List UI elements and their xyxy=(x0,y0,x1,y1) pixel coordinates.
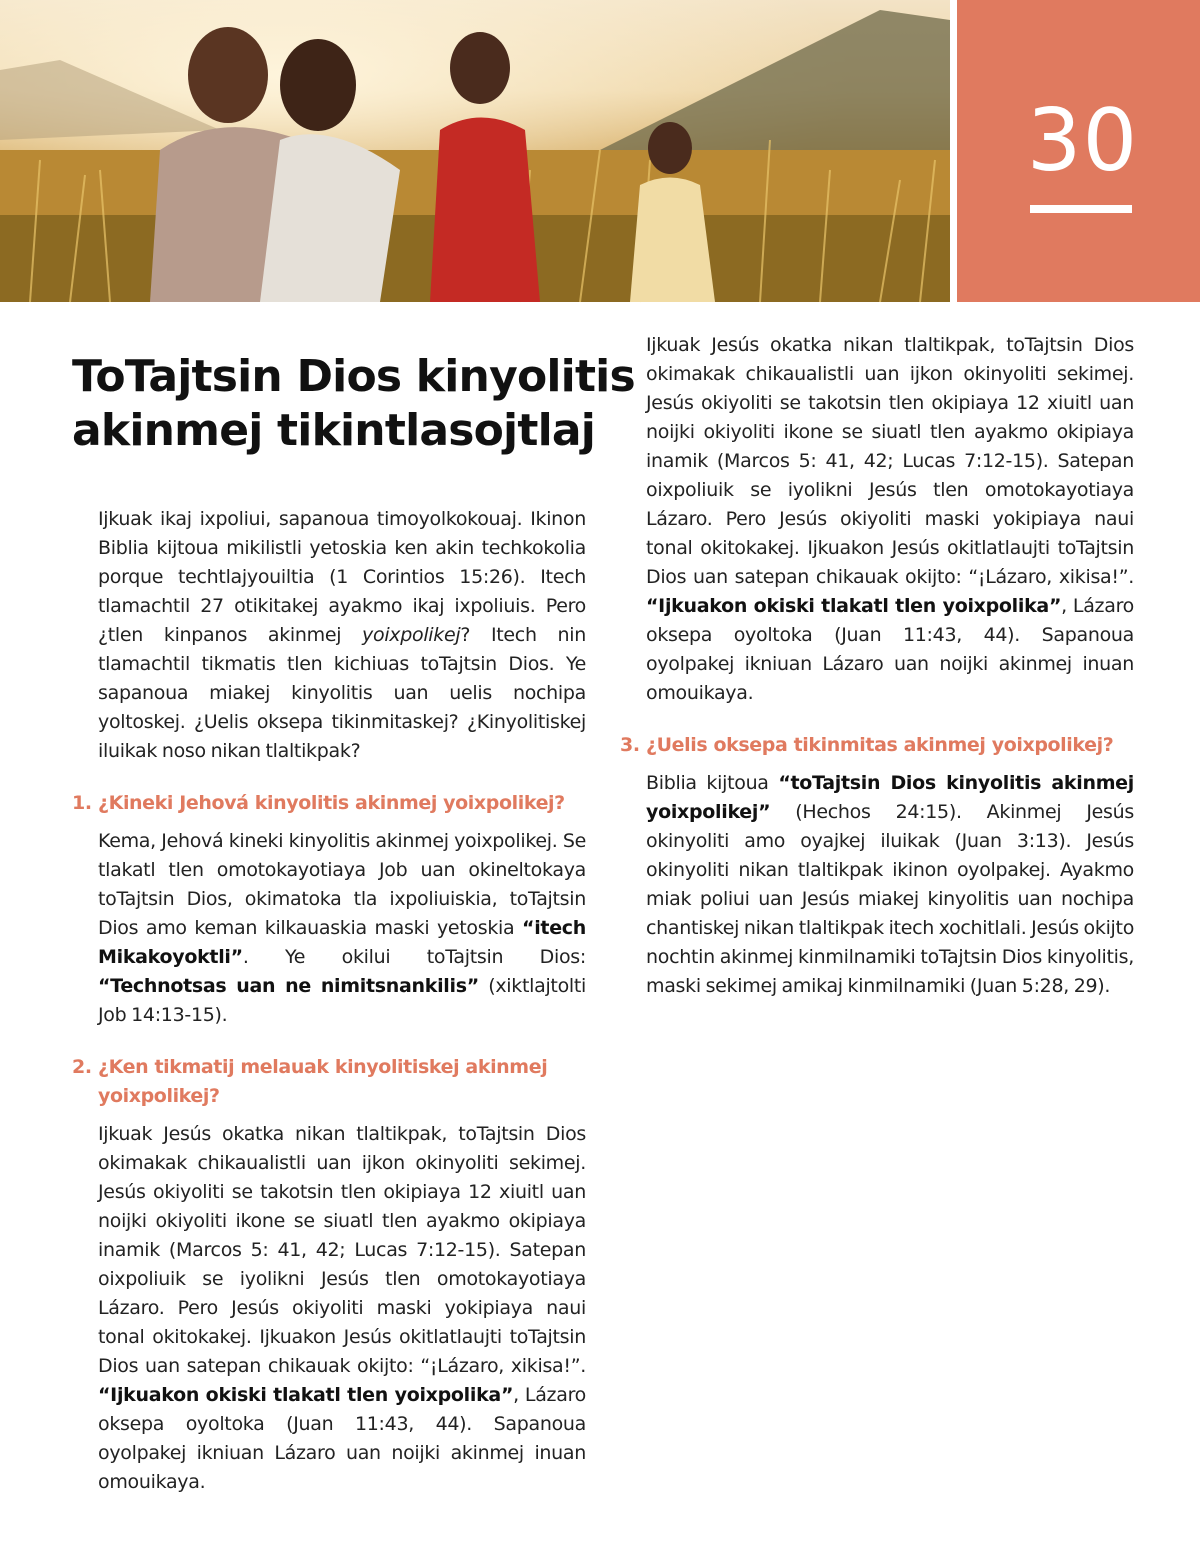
family-field-photo xyxy=(0,0,950,302)
intro-emphasis: yoixpolikej xyxy=(362,624,461,646)
intro-text-b: ? Itech nin tlamachtil tikmatis tlen kichiuas toTajtsin Dios. Ye sapanoua miakej kinyolitis uan uelis nochipa yoltoskej. ¿Uelis oksepa tikinmitaskej? ¿Kinyolitiskej iluikak noso nikan tlaltikpak? xyxy=(98,624,586,762)
section-2-text-b: , Lázaro oksepa oyoltoka (Juan 11:43, 44). Sapanoua oyolpakej ikniuan Lázaro uan noijki akinmej inuan omouikaya. xyxy=(98,1384,586,1493)
section-2-question: ¿Ken tikmatij melauak kinyolitiskej akinmej yoixpolikej? xyxy=(98,1056,548,1107)
lesson-number-box xyxy=(957,0,1200,302)
section-3-heading xyxy=(620,731,1134,760)
section-3-number: 3. xyxy=(620,734,640,756)
section-1-text-b: . Ye okilui toTajtsin Dios: xyxy=(242,946,586,968)
section-2-quote: “Ijkuakon okiski tlakatl tlen yoixpolika” xyxy=(98,1384,514,1406)
lesson-number-underline xyxy=(1030,205,1132,213)
header-photo xyxy=(0,0,950,302)
section-1-text-c: (xiktlajtolti Job 14:13-15). xyxy=(98,975,586,1026)
section-3-text-a: Biblia kijtoua xyxy=(646,772,779,794)
left-column xyxy=(72,505,586,1493)
section-1-question: ¿Kineki Jehová kinyolitis akinmej yoixpolikej? xyxy=(98,792,565,814)
section-1-quote-1: “itech Mikakoyoktli” xyxy=(98,917,586,968)
right-column xyxy=(620,334,1135,1001)
section-2-number: 2. xyxy=(72,1056,92,1078)
section-2-text-a: Ijkuak Jesús okatka nikan tlaltikpak, toTajtsin Dios okimakak chikaualistli uan ijkon okinyoliti sekimej. Jesús okiyoliti se takotsin tlen okipiaya 12 xiuitl uan noijki okiyoliti ikone se siuatl tlen ayakmo okipiaya inamik (Marcos 5: 41, 42; Lucas 7:12-15). Satepan oixpoliuik se iyolikni Jesús tlen omotokayotiaya Lázaro. Pero Jesús okiyoliti maski yokipiaya naui tonal okitokakej. Ijkuakon Jesús okitlatlaujti toTajtsin Dios uan satepan chikauak okijto: “¡Lázaro, xikisa!”. xyxy=(98,1123,586,1377)
section-2-continued-quote: “Ijkuakon okiski tlakatl tlen yoixpolika” xyxy=(646,595,1062,617)
section-2-continued-text xyxy=(646,331,1134,708)
section-1-text-a: Kema, Jehová kineki kinyolitis akinmej yoixpolikej. Se tlakatl tlen omotokayotiaya Job uan okineltokaya toTajtsin Dios, okimatoka tla ixpoliuiskia, toTajtsin Dios amo keman kilkauaskia maski yetoskia xyxy=(98,830,586,939)
intro-paragraph xyxy=(72,505,586,766)
section-3-text-b: (Hechos 24:15). Akinmej Jesús okinyoliti amo oyajkej iluikak (Juan 3:13). Jesús okinyoliti nikan tlaltikpak ikinon oyolpakej. Ayakmo miak poliui uan Jesús miakej kinyolitis uan nochipa chantiskej nikan tlaltikpak itech xochitlali. Jesús okijto nochtin akinmej kinmilnamiki toTajtsin Dios kinyolitis, maski sekimej amikaj kinmilnamiki (Juan 5:28, 29). xyxy=(646,801,1135,997)
section-2-paragraph xyxy=(72,1120,586,1493)
section-1-heading xyxy=(72,789,586,818)
section-2-heading xyxy=(72,1053,586,1111)
section-2-paragraph-continued xyxy=(620,334,1134,708)
section-1-paragraph xyxy=(72,827,586,1030)
section-3-quote: “toTajtsin Dios kinyolitis akinmej yoixpolikej” xyxy=(646,772,1134,823)
intro-text-a: Ijkuak ikaj ixpoliui, sapanoua timoyolkokouaj. Ikinon Biblia kijtoua mikilistli yetoskia ken akin techkokolia porque techtlajyouiltia (1 Corintios 15:26). Itech tlamachtil 27 otikitakej ayakmo ikaj ixpoliuis. Pero ¿tlen kinpanos akinmej xyxy=(98,508,586,646)
lesson-number: 30 xyxy=(1026,91,1139,191)
section-1-number: 1. xyxy=(72,792,92,814)
section-2-continued-b: , Lázaro oksepa oyoltoka (Juan 11:43, 44). Sapanoua oyolpakej ikniuan Lázaro uan noijki akinmej inuan omouikaya. xyxy=(646,595,1134,704)
title-line-1: ToTajtsin Dios kinyolitis xyxy=(72,351,635,402)
section-2-continued-a: Ijkuak Jesús okatka nikan tlaltikpak, toTajtsin Dios okimakak chikaualistli uan ijkon okinyoliti sekimej. Jesús okiyoliti se takotsin tlen okipiaya 12 xiuitl uan noijki okiyoliti ikone se siuatl tlen ayakmo okipiaya inamik (Marcos 5: 41, 42; Lucas 7:12-15). Satepan oixpoliuik se iyolikni Jesús tlen omotokayotiaya Lázaro. Pero Jesús okiyoliti maski yokipiaya naui tonal okitokakej. Ijkuakon Jesús okitlatlaujti toTajtsin Dios uan satepan chikauak okijto: “¡Lázaro, xikisa!”. xyxy=(646,334,1134,588)
section-1-quote-2: “Technotsas uan ne nimitsnankilis” xyxy=(98,975,479,997)
section-3-question: ¿Uelis oksepa tikinmitas akinmej yoixpolikej? xyxy=(646,734,1114,756)
title-line-2: akinmej tikintlasojtlaj xyxy=(72,405,596,456)
section-3-paragraph xyxy=(620,769,1134,1001)
